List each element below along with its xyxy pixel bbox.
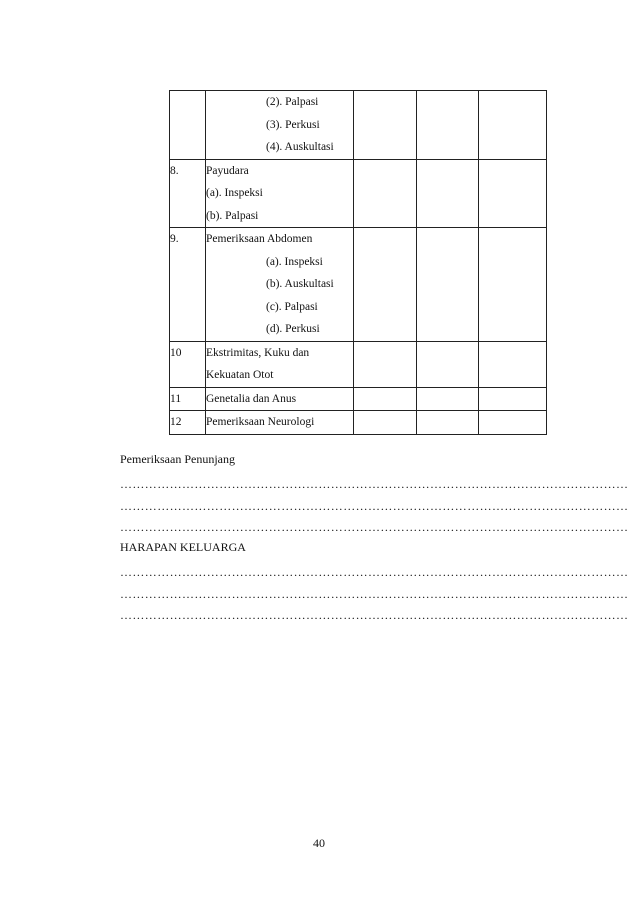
empty-cell [479, 159, 547, 228]
dotted-line: …………………………………………………………………………………………………………… [120, 520, 629, 534]
empty-cell [479, 411, 547, 435]
empty-cell [417, 159, 479, 228]
exam-item-line: (3). Perkusi [266, 118, 320, 131]
table-row [170, 411, 547, 435]
empty-cell [354, 228, 417, 342]
table-row [170, 341, 547, 387]
row-number: 9. [170, 228, 206, 342]
exam-item-line: (a). Inspeksi [206, 187, 263, 199]
empty-cell [479, 341, 547, 387]
exam-item-line: (b). Palpasi [206, 209, 259, 222]
empty-cell [417, 387, 479, 411]
empty-cell [354, 341, 417, 387]
exam-item-cell [206, 91, 354, 160]
dotted-line: …………………………………………………………………………………………………………… [120, 565, 629, 579]
empty-cell [417, 91, 479, 160]
empty-cell [479, 387, 547, 411]
exam-item-line: (4). Auskultasi [266, 141, 334, 153]
dotted-line: …………………………………………………………………………………………………………… [120, 477, 629, 491]
exam-item-line: Pemeriksaan Neurologi [206, 416, 315, 428]
exam-item-line: (b). Auskultasi [266, 278, 334, 290]
penunjang-heading: Pemeriksaan Penunjang [120, 452, 235, 466]
table-row [170, 387, 547, 411]
empty-cell [354, 91, 417, 160]
exam-item-cell [206, 159, 354, 228]
exam-item-line: Ekstrimitas, Kuku dan [206, 346, 310, 359]
dotted-line: …………………………………………………………………………………………………………… [120, 608, 629, 622]
page-number: 40 [313, 836, 325, 850]
exam-item-cell [206, 228, 354, 342]
dotted-line: …………………………………………………………………………………………………………… [120, 499, 629, 513]
exam-item-line: Genetalia dan Anus [206, 392, 297, 405]
harapan-keluarga-heading: HARAPAN KELUARGA [120, 540, 246, 554]
row-number: 11 [170, 387, 206, 411]
exam-item-cell [206, 387, 354, 411]
exam-item-line: Pemeriksaan Abdomen [206, 233, 313, 245]
exam-item-line: (a). Inspeksi [266, 255, 323, 268]
exam-item-line: Payudara [206, 164, 249, 177]
table-row [170, 228, 547, 342]
empty-cell [417, 228, 479, 342]
empty-cell [479, 228, 547, 342]
row-number: 10 [170, 341, 206, 387]
row-number: 12 [170, 411, 206, 435]
empty-cell [417, 411, 479, 435]
exam-item-cell [206, 341, 354, 387]
row-number [170, 91, 206, 160]
exam-item-line: (c). Palpasi [266, 300, 318, 313]
examination-table [169, 90, 547, 435]
empty-cell [354, 159, 417, 228]
empty-cell [479, 91, 547, 160]
empty-cell [417, 341, 479, 387]
table-row [170, 159, 547, 228]
empty-cell [354, 411, 417, 435]
row-number: 8. [170, 159, 206, 228]
exam-item-line: (d). Perkusi [266, 323, 320, 335]
exam-item-line: (2). Palpasi [266, 96, 319, 108]
table-row [170, 91, 547, 160]
empty-cell [354, 387, 417, 411]
exam-item-line: Kekuatan Otot [206, 369, 274, 381]
dotted-line: …………………………………………………………………………………………………………… [120, 587, 629, 601]
exam-item-cell [206, 411, 354, 435]
